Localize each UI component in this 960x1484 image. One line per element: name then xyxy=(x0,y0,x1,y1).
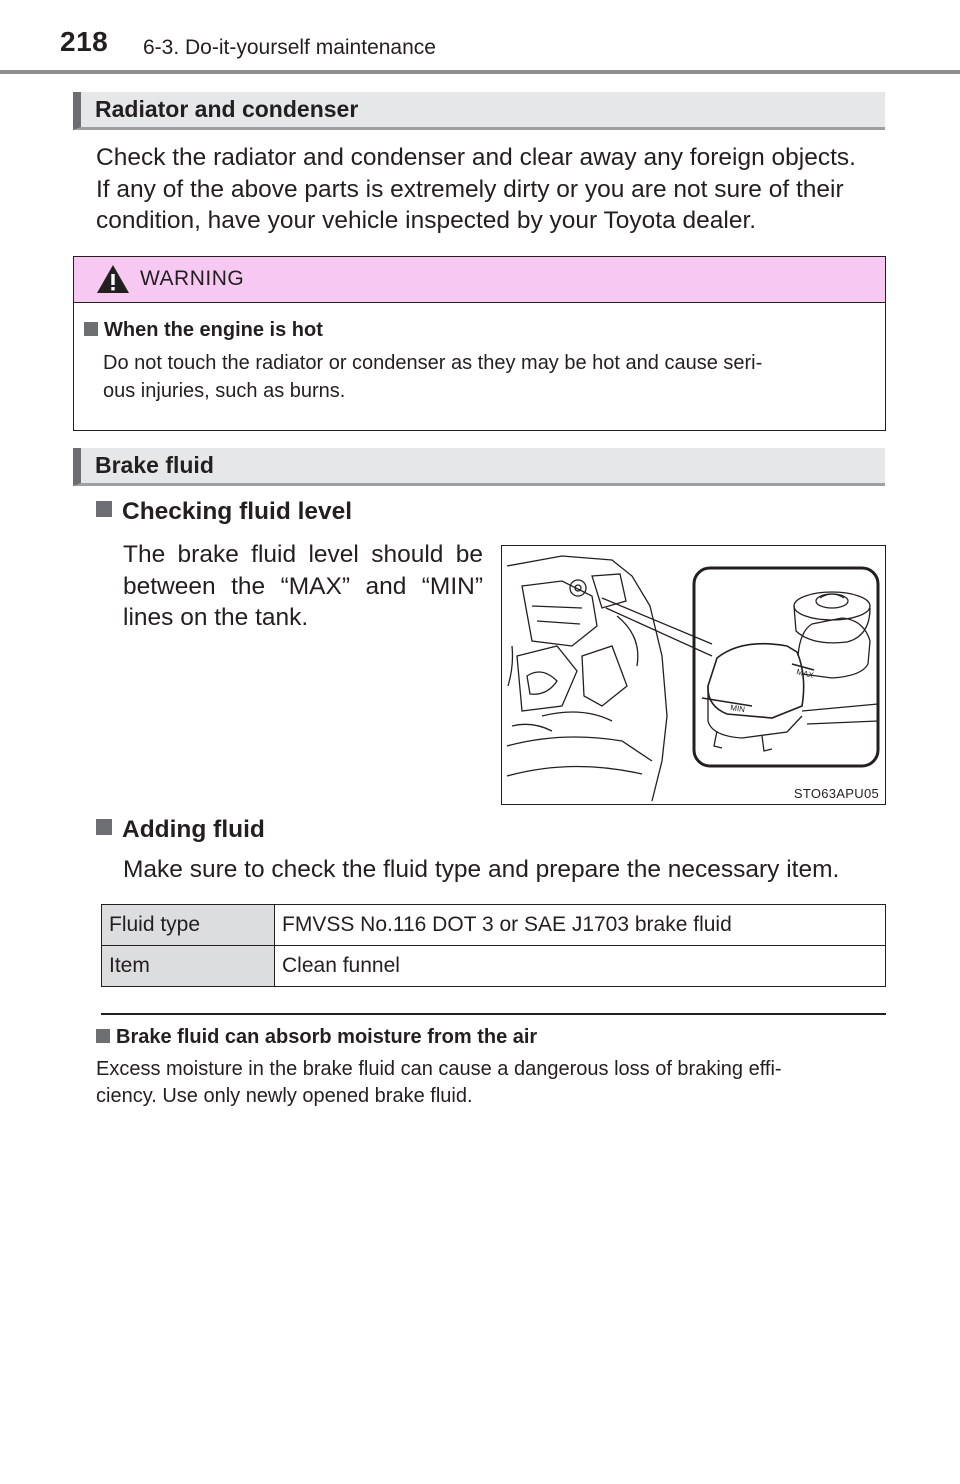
header-rule xyxy=(0,70,960,74)
adding-paragraph: Make sure to check the fluid type and prepare the necessary item. xyxy=(123,856,840,883)
warning-subtitle xyxy=(84,319,323,342)
checking-line: The brake fluid level should be xyxy=(123,541,483,568)
warning-line: Do not touch the radiator or condenser as they may be hot and cause seri- xyxy=(103,352,763,374)
checking-subheading xyxy=(96,498,352,526)
checking-title: Checking fluid level xyxy=(122,498,353,525)
warning-line: ous injuries, such as burns. xyxy=(103,380,346,402)
radiator-line: Check the radiator and condenser and clear away any foreign objects. xyxy=(96,144,856,171)
adding-title: Adding fluid xyxy=(122,816,265,843)
warning-box xyxy=(73,256,886,431)
checking-line: between the “MAX” and “MIN” xyxy=(123,572,483,600)
warning-body xyxy=(103,349,873,405)
note-title xyxy=(96,1026,537,1049)
radiator-line: If any of the above parts is extremely dirty or you are not sure of their xyxy=(96,175,844,203)
note-body xyxy=(96,1056,886,1110)
square-bullet-icon xyxy=(96,501,112,517)
section-label: 6-3. Do-it-yourself maintenance xyxy=(143,36,436,59)
table-value-cell: Clean funnel xyxy=(275,946,886,987)
table-value-cell: FMVSS No.116 DOT 3 or SAE J1703 brake fluid xyxy=(275,905,886,946)
note-title-text: Brake fluid can absorb moisture from the air xyxy=(116,1026,538,1048)
square-bullet-icon xyxy=(96,1029,110,1043)
brake-fluid-reservoir-illustration xyxy=(501,545,886,805)
brake-heading xyxy=(73,448,885,486)
engine-bay-drawing xyxy=(502,546,886,805)
table-label-cell: Fluid type xyxy=(102,905,275,946)
table-row xyxy=(102,905,886,946)
warning-triangle-icon xyxy=(96,264,130,294)
warning-subtitle-text: When the engine is hot xyxy=(104,319,323,341)
square-bullet-icon xyxy=(84,322,98,336)
radiator-heading-text: Radiator and condenser xyxy=(95,96,359,122)
max-label: MAX xyxy=(795,667,815,681)
radiator-heading xyxy=(73,92,885,130)
note-line: Excess moisture in the brake fluid can cause a dangerous loss of braking effi- xyxy=(96,1058,782,1080)
warning-title: WARNING xyxy=(140,267,245,290)
page-number: 218 xyxy=(60,26,109,57)
radiator-line: condition, have your vehicle inspected by your Toyota dealer. xyxy=(96,207,757,234)
min-label: MIN xyxy=(729,703,746,715)
checking-paragraph xyxy=(123,539,483,634)
radiator-paragraph xyxy=(96,142,896,237)
figure-code: STO63APU05 xyxy=(793,786,879,801)
table-row xyxy=(102,946,886,987)
page-header xyxy=(0,0,960,76)
fluid-spec-table xyxy=(101,904,886,987)
brake-heading-text: Brake fluid xyxy=(95,452,214,478)
note-line: ciency. Use only newly opened brake fluid. xyxy=(96,1085,473,1107)
square-bullet-icon xyxy=(96,819,112,835)
checking-line: lines on the tank. xyxy=(123,604,309,631)
note-divider xyxy=(101,1013,886,1015)
warning-header xyxy=(74,257,885,303)
adding-subheading xyxy=(96,816,265,844)
table-label-cell: Item xyxy=(102,946,275,987)
